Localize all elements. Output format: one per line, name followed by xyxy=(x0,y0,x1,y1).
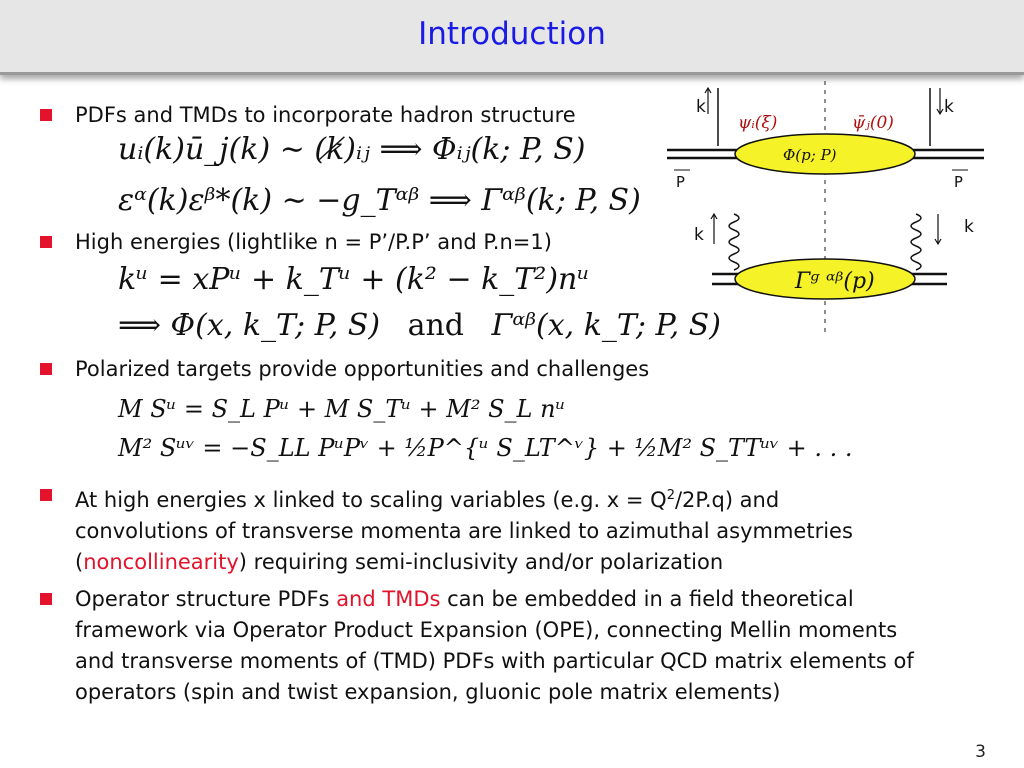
bullet-text: PDFs and TMDs to incorporate hadron structure xyxy=(75,103,576,127)
bullet-marker xyxy=(40,236,52,248)
label-k: k xyxy=(696,97,706,117)
gluon-line-left xyxy=(729,214,739,270)
equation-momentum-decomposition: kᵘ = xPᵘ + k_Tᵘ + (k² − k_T²)nᵘ xyxy=(118,262,590,297)
arrow-down-icon xyxy=(937,88,943,114)
arrow-up-icon xyxy=(711,214,717,244)
bullet-marker xyxy=(40,363,52,375)
label-k: k xyxy=(944,97,954,117)
label-k: k xyxy=(964,217,974,237)
bullet-marker xyxy=(40,593,52,605)
arrow-up-icon xyxy=(705,88,711,114)
equation-quark-correlator: uᵢ(k)ū_j(k) ∼ (k̸)ᵢⱼ ⟹ Φᵢⱼ(k; P, S) xyxy=(118,132,586,167)
label-psi-right: ψ̄ⱼ(0) xyxy=(852,113,894,133)
gluon-line-right xyxy=(911,214,921,270)
equation-spin-vector: M Sᵘ = S_L Pᵘ + M S_Tᵘ + M² S_L nᵘ xyxy=(118,395,566,423)
label-k: k xyxy=(694,225,704,245)
bullet-text: Operator structure PDFs and TMDs can be embedded in a field theoretical framework via Operator Product Expansion (OPE), connecting Mellin moments and transverse moments of (TMD) PDFs with particular QCD matrix elements of operators (spin and twist expansion, gluonic pole matrix elements) xyxy=(75,587,914,704)
equation-spin-tensor: M² Sᵘᵛ = −S_LL PᵘPᵛ + ½P^{ᵘ S_LT^ᵛ} + ½M² S_TTᵘᵛ + . . . xyxy=(118,434,853,462)
bullet-text: High energies (lightlike n = P’/P.P’ and P.n=1) xyxy=(75,230,552,254)
bullet-marker xyxy=(40,109,52,121)
label-P: P xyxy=(676,173,686,191)
blob-label-phi: Φ(p; P) xyxy=(783,146,837,164)
equation-tmd-correlators: ⟹ Φ(x, k_T; P, S) and Γᵅᵝ(x, k_T; P, S) xyxy=(118,308,721,343)
bullet-text: Polarized targets provide opportunities and challenges xyxy=(75,357,650,381)
arrow-down-icon xyxy=(935,214,941,244)
equation-gluon-correlator: εᵅ(k)εᵝ*(k) ∼ −g_Tᵅᵝ ⟹ Γᵅᵝ(k; P, S) xyxy=(118,183,641,218)
label-psi-left: ψᵢ(ξ) xyxy=(738,113,778,133)
slide-title: Introduction xyxy=(418,16,606,52)
correlator-diagram xyxy=(662,76,987,336)
label-P: P xyxy=(954,173,964,191)
bullet-marker xyxy=(40,489,52,501)
blob-label-gamma: Γᵍ ᵅᵝ(p) xyxy=(795,269,875,294)
page-number: 3 xyxy=(975,742,986,762)
bullet-text: At high energies x linked to scaling variables (e.g. $x = Q^2/2P.q$) and convolutions of transverse momenta are linked to azimuthal asymmetries (noncollinearity) requiring semi-inclusivity and/or polarization xyxy=(75,488,853,574)
